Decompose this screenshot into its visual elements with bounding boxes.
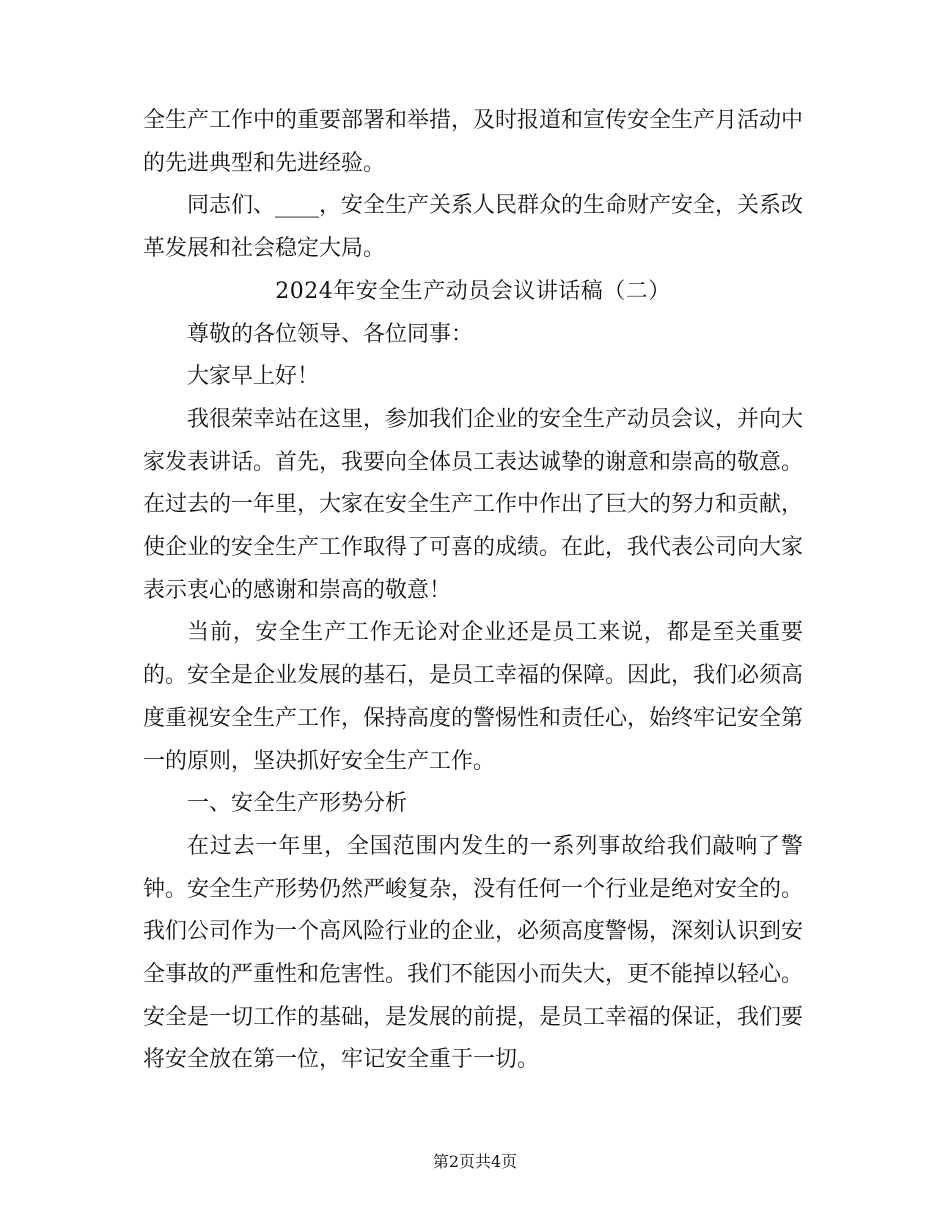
paragraph: 我很荣幸站在这里，参加我们企业的安全生产动员会议，并向大家发表讲话。首先，我要向全体员工表达诚挚的谢意和崇高的敬意。在过去的一年里，大家在安全生产工作中作出了巨大的努力和贡献，使企业的安全生产工作取得了可喜的成绩。在此，我代表公司向大家表示衷心的感谢和崇高的敬意！ [143,406,804,603]
paragraph: 当前，安全生产工作无论对企业还是员工来说，都是至关重要的。安全是企业发展的基石，是员工幸福的保障。因此，我们必须高度重视安全生产工作，保持高度的警惕性和责任心，始终牢记安全第一的原则，坚决抓好安全生产工作。 [143,620,804,774]
document-body [143,100,803,1082]
document-title: 2024年安全生产动员会议讲话稿（二） [275,278,671,304]
greeting: 大家早上好！ [187,364,320,390]
paragraph: 同志们、____，安全生产关系人民群众的生命财产安全，关系改革发展和社会稳定大局。 [143,193,804,262]
paragraph: 在过去一年里，全国范围内发生的一系列事故给我们敲响了警钟。安全生产形势仍然严峻复杂，没有任何一个行业是绝对安全的。我们公司作为一个高风险行业的企业，必须高度警惕，深刻认识到安全事故的严重性和危害性。我们不能因小而失大，更不能掉以轻心。安全是一切工作的基础，是发展的前提，是员工幸福的保证，我们要将安全放在第一位，牢记安全重于一切。 [143,833,804,1073]
salutation: 尊敬的各位领导、各位同事： [187,321,474,347]
section-heading: 一、安全生产形势分析 [187,791,408,817]
continuation-paragraph: 全生产工作中的重要部署和举措，及时报道和宣传安全生产月活动中的先进典型和先进经验。 [143,108,804,176]
page-number: 第2页共4页 [432,1152,518,1171]
